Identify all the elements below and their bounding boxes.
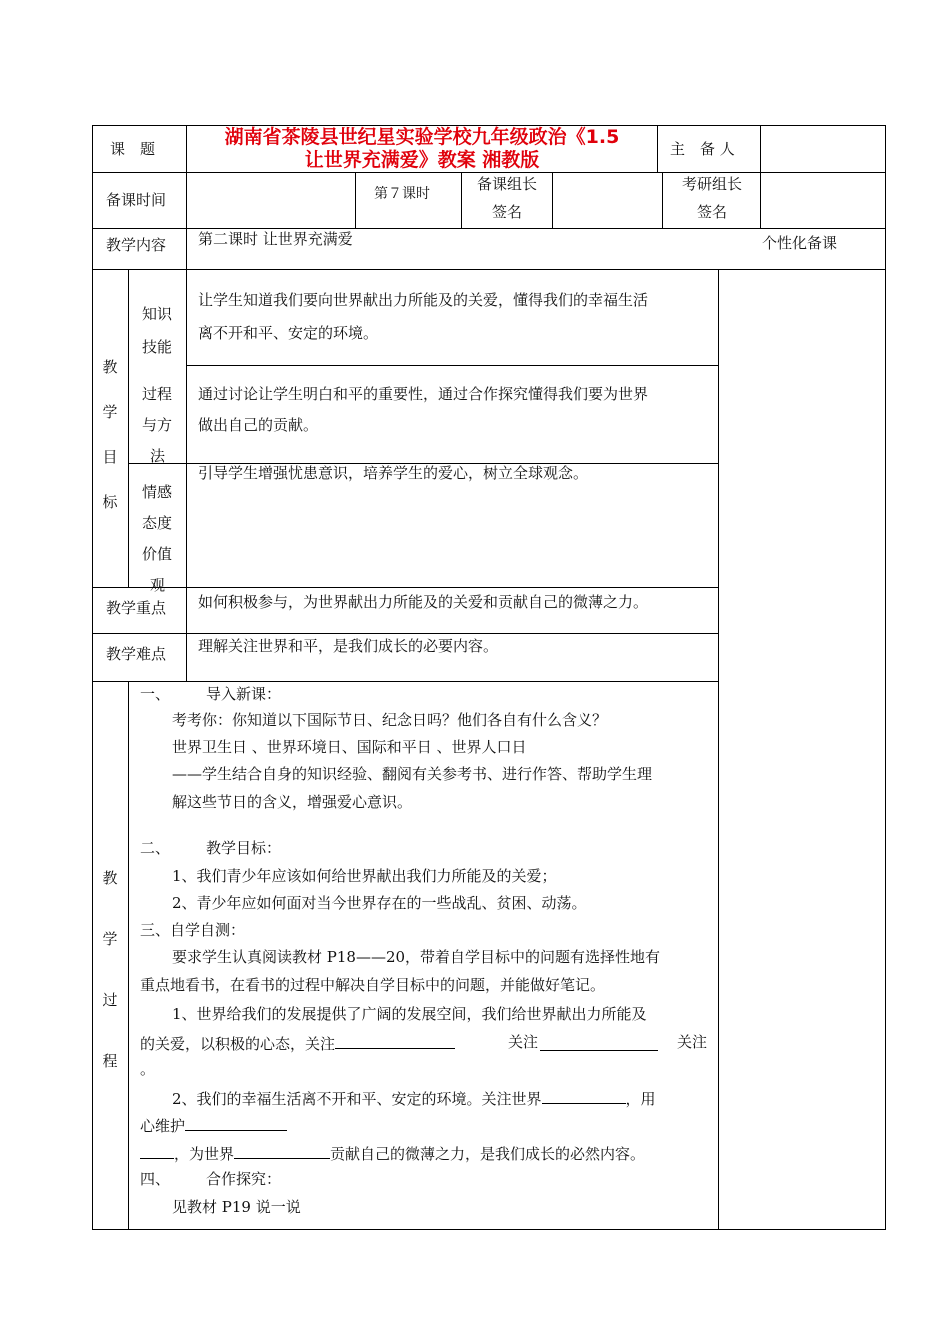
process-label: [100, 848, 120, 1092]
section-2-number: 二、: [140, 839, 171, 857]
group-leader-line-1: 备课组长: [476, 175, 537, 193]
goals-label: [100, 345, 120, 525]
section-3-line: [140, 1142, 645, 1164]
process-label-line: 过程: [142, 385, 173, 403]
section-3-line: 重点地看书，在看书的过程中解决自学目标中的问题，并能做好笔记。: [140, 976, 606, 994]
preparer-label: 主 备 人: [670, 140, 735, 158]
fill-in-blank[interactable]: [335, 1032, 455, 1049]
process-text-line: 通过讨论让学生明白和平的重要性，通过合作探究懂得我们要为世界: [198, 385, 649, 403]
knowledge-label-line: 技能: [142, 338, 173, 356]
knowledge-text-line: 离不开和平、安定的环境。: [198, 324, 379, 342]
section-3-line: [172, 1087, 656, 1109]
section-1-line: 世界卫生日 、世界环境日、国际和平日 、世界人口日: [172, 738, 527, 756]
personal-prep-label: 个性化备课: [762, 234, 838, 252]
section-1-line: 解这些节日的含义，增强爱心意识。: [172, 793, 413, 811]
difficulty-text: 理解关注世界和平，是我们成长的必要内容。: [198, 637, 499, 655]
process-label-line: 法: [150, 447, 166, 465]
goals-label-char: 目: [102, 448, 118, 466]
research-leader-line-2: 签名: [696, 203, 727, 221]
fill-in-suffix: ，用: [625, 1090, 656, 1108]
fill-in-suffix: 贡献自己的微薄之力，是我们成长的必然内容。: [330, 1145, 646, 1163]
emotion-label: [142, 477, 172, 601]
lesson-title: [188, 126, 656, 172]
research-leader-label: [672, 170, 752, 226]
prep-time-label: 备课时间: [106, 191, 167, 209]
section-3-line: [140, 1032, 455, 1054]
section-1-line: 考考你：你知道以下国际节日、纪念日吗？他们各自有什么含义？: [172, 711, 608, 729]
fill-in-blank[interactable]: [140, 1142, 174, 1159]
content-label: 教学内容: [106, 236, 167, 254]
fill-in-prefix: 的关爱，以积极的心态，关注: [140, 1035, 336, 1053]
fill-in-middle: ，为世界: [174, 1145, 235, 1163]
process-label-char: 过: [102, 991, 118, 1009]
section-2-line: 2、青少年应如何面对当今世界存在的一些战乱、贫困、动荡。: [172, 894, 587, 912]
goals-label-char: 教: [102, 358, 118, 376]
key-point-label: 教学重点: [106, 599, 167, 617]
section-3-line: 1、世界给我们的发展提供了广阔的发展空间，我们给世界献出力所能及: [172, 1005, 647, 1023]
knowledge-text: [198, 284, 648, 350]
knowledge-text-line: 让学生知道我们要向世界献出力所能及的关爱，懂得我们的幸福生活: [198, 291, 649, 309]
emotion-text: 引导学生增强忧患意识，培养学生的爱心，树立全球观念。: [198, 464, 589, 482]
fill-in-blank[interactable]: [234, 1142, 330, 1159]
emotion-label-line: 态度: [142, 514, 173, 532]
lesson-title-line-2: 让世界充满爱》教案 湘教版: [304, 149, 540, 171]
group-leader-line-2: 签名: [491, 203, 522, 221]
difficulty-label: 教学难点: [106, 645, 167, 663]
content-value: 第二课时 让世界充满爱: [198, 230, 353, 248]
section-3-line: 。: [140, 1060, 156, 1078]
section-4-line: 见教材 P19 说一说: [172, 1198, 301, 1216]
research-leader-line-1: 考研组长: [681, 175, 742, 193]
section-3-title: 三、自学自测：: [140, 921, 246, 939]
fill-in-label: 关注: [677, 1033, 708, 1051]
key-point-text: 如何积极参与，为世界献出力所能及的关爱和贡献自己的微薄之力。: [198, 593, 649, 611]
fill-in-blank[interactable]: [542, 1087, 626, 1104]
fill-in-blank[interactable]: [540, 1034, 658, 1051]
process-method-label: [142, 379, 172, 472]
fill-in-blank[interactable]: [185, 1114, 287, 1131]
fill-in-label: 关注: [508, 1033, 539, 1051]
section-3-line: [140, 1114, 287, 1136]
period-label: 第７课时: [374, 186, 430, 202]
fill-in-prefix: 心维护: [140, 1117, 186, 1135]
lesson-title-line-1: 湖南省茶陵县世纪星实验学校九年级政治《1.5: [224, 126, 620, 148]
goals-label-char: 学: [102, 403, 118, 421]
section-4-title: 合作探究：: [206, 1170, 282, 1188]
knowledge-label-line: 知识: [142, 305, 173, 323]
fill-in-prefix: 2、我们的幸福生活离不开和平、安定的环境。关注世界: [172, 1090, 542, 1108]
topic-label: 课 题: [110, 140, 156, 158]
process-label-char: 程: [102, 1052, 118, 1070]
process-text-line: 做出自己的贡献。: [198, 416, 319, 434]
section-1-number: 一、: [140, 685, 171, 703]
group-leader-label: [470, 170, 544, 226]
section-1-line: ——学生结合自身的知识经验、翻阅有关参考书、进行作答、帮助学生理: [172, 765, 653, 783]
section-2-line: 1、我们青少年应该如何给世界献出我们力所能及的关爱；: [172, 867, 557, 885]
section-4-number: 四、: [140, 1170, 171, 1188]
emotion-label-line: 价值: [142, 545, 173, 563]
section-2-title: 教学目标：: [206, 839, 282, 857]
section-3-line: 要求学生认真阅读教材 P18——20，带着自学目标中的问题有选择性地有: [172, 948, 661, 966]
emotion-label-line: 观: [150, 576, 166, 594]
goals-label-char: 标: [102, 493, 118, 511]
process-method-text: [198, 379, 648, 441]
emotion-label-line: 情感: [142, 483, 173, 501]
process-label-char: 教: [102, 869, 118, 887]
process-label-line: 与方: [142, 416, 173, 434]
section-1-title: 导入新课：: [206, 685, 282, 703]
knowledge-label: [142, 298, 172, 364]
process-label-char: 学: [102, 930, 118, 948]
